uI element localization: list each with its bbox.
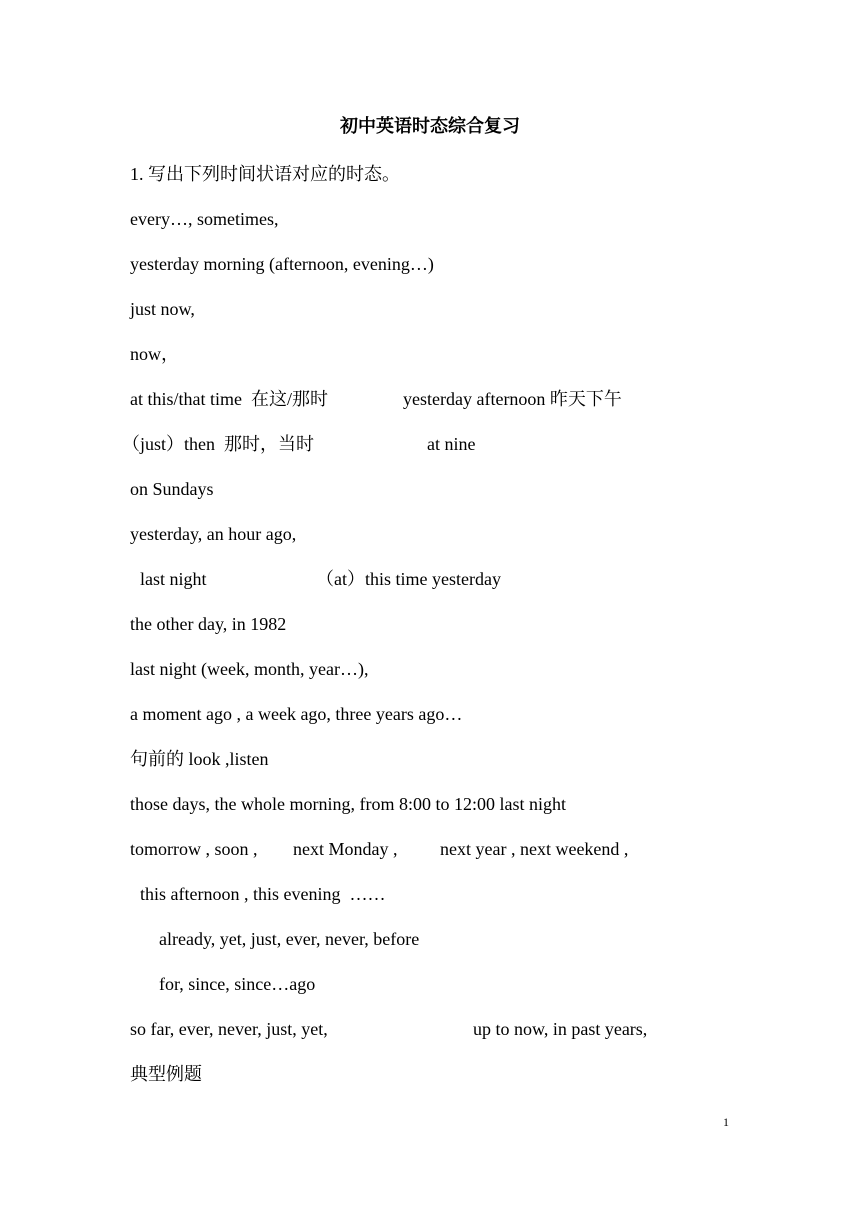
text-segment: so far, ever, never, just, yet, bbox=[130, 1019, 328, 1039]
text-line-pair bbox=[130, 386, 730, 412]
text-line: those days, the whole morning, from 8:00 to 12:00 last night bbox=[130, 794, 566, 814]
text-segment: last night bbox=[140, 569, 207, 589]
text-segment: tomorrow , soon , bbox=[130, 839, 258, 859]
exercise-heading: 1. 写出下列时间状语对应的时态。 bbox=[130, 164, 400, 184]
text-line: now， bbox=[130, 344, 179, 364]
text-segment: next year , next weekend , bbox=[440, 839, 629, 859]
text-segment: at this/that time 在这/那时 bbox=[130, 389, 328, 409]
text-line-group bbox=[130, 836, 730, 862]
text-segment: up to now, in past years, bbox=[473, 1019, 648, 1039]
text-line: yesterday morning (afternoon, evening…) bbox=[130, 254, 434, 274]
text-segment: （just）then 那时，当时 bbox=[122, 434, 314, 454]
text-line-pair bbox=[130, 1016, 730, 1042]
text-line: just now, bbox=[130, 299, 195, 319]
page-number: 1 bbox=[723, 1115, 729, 1129]
text-segment: yesterday afternoon 昨天下午 bbox=[403, 389, 622, 409]
text-line: this afternoon , this evening …… bbox=[140, 884, 386, 904]
section-heading: 典型例题 bbox=[130, 1064, 202, 1084]
text-line: the other day, in 1982 bbox=[130, 614, 287, 634]
text-segment: next Monday , bbox=[293, 839, 398, 859]
text-line: 句前的 look ,listen bbox=[130, 749, 269, 769]
text-line: on Sundays bbox=[130, 479, 214, 499]
text-line: a moment ago , a week ago, three years ago… bbox=[130, 704, 463, 724]
text-line-pair bbox=[130, 566, 730, 592]
text-line: every…, sometimes, bbox=[130, 209, 279, 229]
text-segment: （at）this time yesterday bbox=[316, 569, 501, 589]
text-line: for, since, since…ago bbox=[159, 974, 316, 994]
text-segment: at nine bbox=[427, 434, 476, 454]
text-line: last night (week, month, year…), bbox=[130, 659, 369, 679]
document-title: 初中英语时态综合复习 bbox=[340, 116, 520, 137]
text-line: yesterday, an hour ago, bbox=[130, 524, 297, 544]
text-line: already, yet, just, ever, never, before bbox=[159, 929, 420, 949]
text-line-pair bbox=[122, 431, 722, 457]
